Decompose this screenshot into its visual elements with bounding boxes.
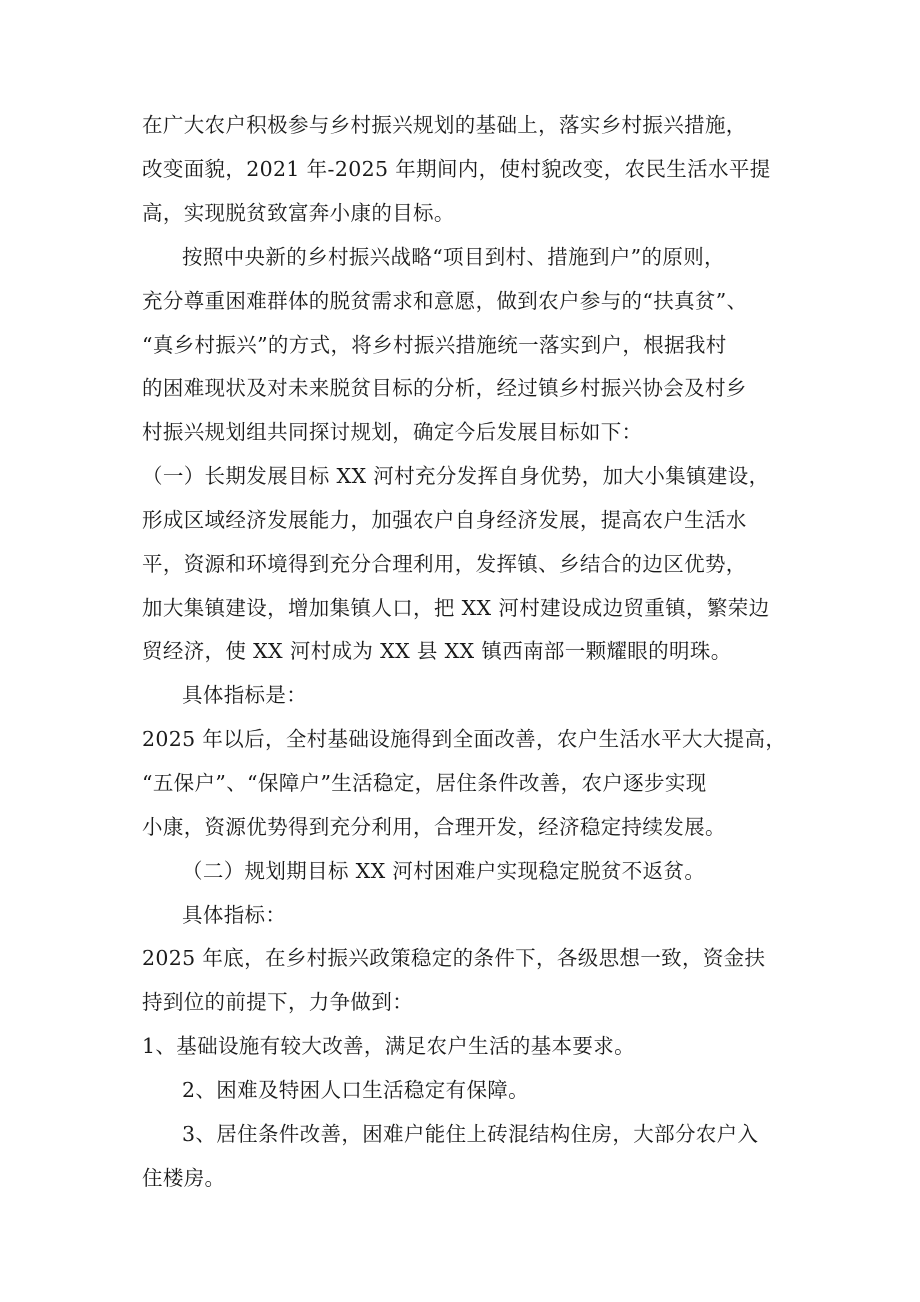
section-heading: （一）长期发展目标 XX 河村充分发挥自身优势，加大小集镇建设，	[142, 464, 770, 488]
text-line: 形成区域经济发展能力，加强农户自身经济发展，提高农户生活水	[142, 508, 747, 532]
text-line: 村振兴规划组共同探讨规划，确定今后发展目标如下：	[142, 420, 643, 444]
text-line: “五保户”、“保障户”生活稳定，居住条件改善，农户逐步实现	[142, 771, 707, 795]
text-line: 具体指标：	[182, 903, 287, 927]
section-heading: （二）规划期目标 XX 河村困难户实现稳定脱贫不返贫。	[182, 859, 706, 883]
text-line: 平，资源和环境得到充分合理利用，发挥镇、乡结合的边区优势，	[142, 552, 747, 576]
text-line: “真乡村振兴”的方式，将乡村振兴措施统一落实到户，根据我村	[142, 333, 727, 357]
text-line: 住楼房。	[142, 1166, 226, 1190]
text-line: 按照中央新的乡村振兴战略“项目到村、措施到户”的原则，	[182, 245, 725, 269]
text-line: 贸经济，使 XX 河村成为 XX 县 XX 镇西南部一颗耀眼的明珠。	[142, 639, 732, 663]
text-line: 2025 年以后，全村基础设施得到全面改善，农户生活水平大大提高，	[142, 727, 787, 751]
text-line: 改变面貌，2021 年-2025 年期间内，使村貌改变，农民生活水平提	[142, 157, 771, 181]
list-item: 1、基础设施有较大改善，满足农户生活的基本要求。	[142, 1034, 635, 1058]
text-line: 小康，资源优势得到充分利用，合理开发，经济稳定持续发展。	[142, 815, 726, 839]
text-line: 持到位的前提下，力争做到：	[142, 990, 414, 1014]
text-line: 的困难现状及对未来脱贫目标的分析，经过镇乡村振兴协会及村乡	[142, 376, 747, 400]
text-line: 加大集镇建设，增加集镇人口，把 XX 河村建设成边贸重镇，繁荣边	[142, 596, 770, 620]
text-line: 具体指标是：	[182, 683, 308, 707]
text-line: 充分尊重困难群体的脱贫需求和意愿，做到农户参与的“扶真贫”、	[142, 289, 748, 313]
text-line: 高，实现脱贫致富奔小康的目标。	[142, 201, 455, 225]
list-item: 2、困难及特困人口生活稳定有保障。	[182, 1078, 529, 1102]
list-item: 3、居住条件改善，困难户能住上砖混结构住房，大部分农户入	[182, 1122, 759, 1146]
text-line: 在广大农户积极参与乡村振兴规划的基础上，落实乡村振兴措施，	[142, 113, 747, 137]
text-line: 2025 年底，在乡村振兴政策稳定的条件下，各级思想一致，资金扶	[142, 946, 766, 970]
